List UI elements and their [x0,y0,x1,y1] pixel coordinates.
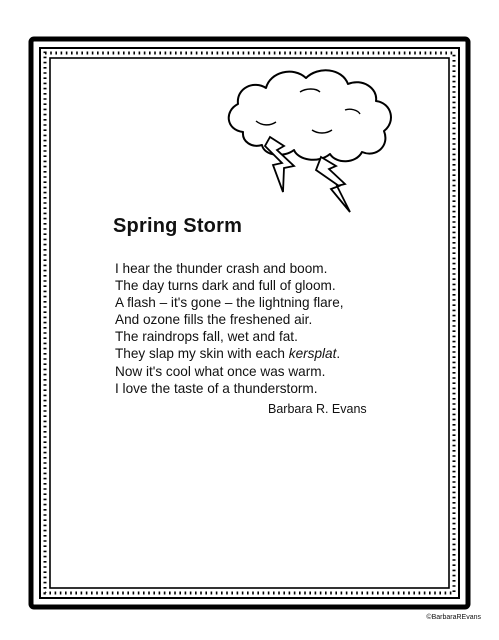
poem-line: Now it's cool what once was warm. [115,363,326,379]
poem-line: And ozone fills the freshened air. [115,312,313,328]
poem-line-italic-word: kersplat [288,346,337,362]
poem-title: Spring Storm [113,215,243,237]
poem-line: I hear the thunder crash and boom. [115,261,328,276]
poem-lines [115,260,344,397]
copyright-notice: ©BarbaraREvans [426,614,481,621]
poem-line-text: They slap my skin with each [115,346,289,362]
poem-line [115,345,344,362]
poem-author: Barbara R. Evans [268,402,367,416]
poem-line: The raindrops fall, wet and fat. [115,329,298,345]
poem-line: I love the taste of a thunderstorm. [115,380,318,396]
poem-line-punctuation: . [336,346,341,362]
poem-line: A flash – it's gone – the lightning flare, [115,295,344,311]
poem-line: The day turns dark and full of gloom. [115,278,336,294]
cloud-icon [229,70,391,161]
